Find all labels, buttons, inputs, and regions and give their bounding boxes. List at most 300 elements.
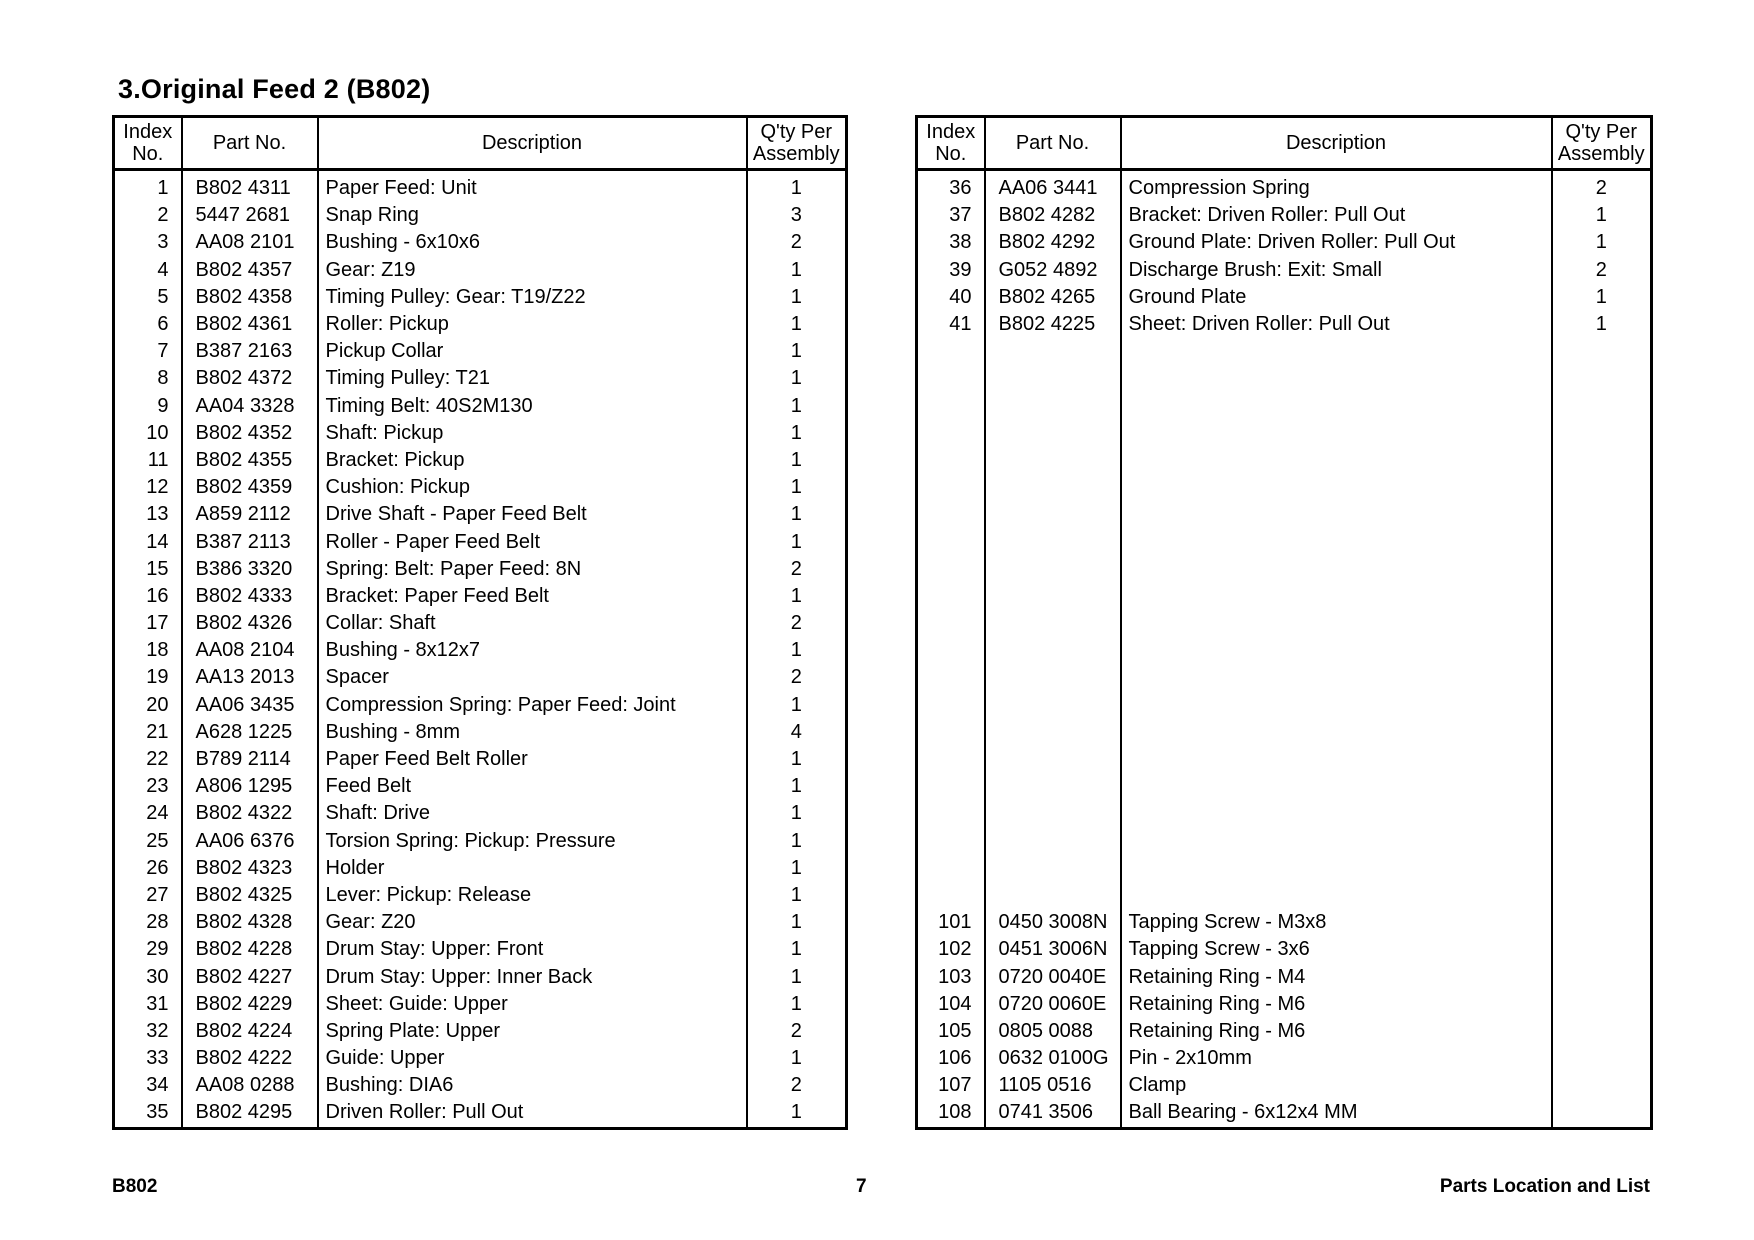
index-cell: 104 <box>917 991 985 1018</box>
description-cell: Ground Plate <box>1121 284 1552 311</box>
qty-cell: 1 <box>747 528 847 555</box>
description-cell: Retaining Ring - M6 <box>1121 1018 1552 1045</box>
table-row <box>114 338 847 365</box>
description-cell <box>1121 637 1552 664</box>
index-cell: 21 <box>114 719 182 746</box>
description-cell: Tapping Screw - M3x8 <box>1121 909 1552 936</box>
index-cell: 30 <box>114 963 182 990</box>
part-no-cell: AA08 2104 <box>182 637 318 664</box>
part-no-cell: AA08 0288 <box>182 1072 318 1099</box>
qty-cell <box>1552 882 1652 909</box>
index-cell: 105 <box>917 1018 985 1045</box>
table-row <box>917 828 1652 855</box>
description-cell: Spring Plate: Upper <box>318 1018 747 1045</box>
description-cell: Roller - Paper Feed Belt <box>318 528 747 555</box>
index-cell: 27 <box>114 882 182 909</box>
index-cell <box>917 719 985 746</box>
qty-cell: 2 <box>747 1018 847 1045</box>
table-row <box>917 393 1652 420</box>
index-cell: 3 <box>114 229 182 256</box>
description-cell: Compression Spring <box>1121 170 1552 203</box>
part-no-cell: 0805 0088 <box>985 1018 1121 1045</box>
qty-cell <box>1552 365 1652 392</box>
table-row <box>917 991 1652 1018</box>
part-no-cell: AA08 2101 <box>182 229 318 256</box>
qty-cell <box>1552 909 1652 936</box>
header-index-line1: Index <box>926 121 976 143</box>
part-no-cell <box>985 664 1121 691</box>
table-row <box>917 501 1652 528</box>
description-cell <box>1121 828 1552 855</box>
index-cell: 17 <box>114 610 182 637</box>
description-cell <box>1121 610 1552 637</box>
qty-cell <box>1552 338 1652 365</box>
table-row <box>917 664 1652 691</box>
qty-cell: 1 <box>747 311 847 338</box>
index-cell: 34 <box>114 1072 182 1099</box>
qty-cell: 2 <box>747 1072 847 1099</box>
table-row <box>114 610 847 637</box>
table-row <box>917 637 1652 664</box>
part-no-cell <box>985 556 1121 583</box>
index-cell: 6 <box>114 311 182 338</box>
part-no-cell: B802 4282 <box>985 202 1121 229</box>
part-no-cell <box>985 719 1121 746</box>
qty-cell: 1 <box>747 420 847 447</box>
index-cell: 38 <box>917 229 985 256</box>
table-row <box>114 664 847 691</box>
table-row <box>114 1099 847 1128</box>
description-cell: Lever: Pickup: Release <box>318 882 747 909</box>
table-row <box>917 1072 1652 1099</box>
qty-cell <box>1552 719 1652 746</box>
part-no-cell <box>985 583 1121 610</box>
part-no-cell: B802 4228 <box>182 936 318 963</box>
footer-page-number: 7 <box>856 1176 867 1197</box>
part-no-cell: 5447 2681 <box>182 202 318 229</box>
description-cell <box>1121 365 1552 392</box>
part-no-cell <box>985 420 1121 447</box>
part-no-cell: 0450 3008N <box>985 909 1121 936</box>
header-index <box>917 117 985 170</box>
table-row <box>917 420 1652 447</box>
table-row <box>114 637 847 664</box>
qty-cell <box>1552 1045 1652 1072</box>
page-title: 3.Original Feed 2 (B802) <box>118 74 431 104</box>
table-row <box>917 365 1652 392</box>
index-cell: 19 <box>114 664 182 691</box>
table-row <box>114 528 847 555</box>
parts-table-left-body <box>114 170 847 1129</box>
qty-cell <box>1552 828 1652 855</box>
description-cell: Bushing: DIA6 <box>318 1072 747 1099</box>
table-row <box>114 311 847 338</box>
description-cell: Shaft: Pickup <box>318 420 747 447</box>
index-cell: 106 <box>917 1045 985 1072</box>
table-row <box>917 800 1652 827</box>
qty-cell <box>1552 800 1652 827</box>
part-no-cell: A628 1225 <box>182 719 318 746</box>
part-no-cell <box>985 528 1121 555</box>
description-cell: Ball Bearing - 6x12x4 MM <box>1121 1099 1552 1128</box>
qty-cell: 1 <box>747 692 847 719</box>
index-cell: 108 <box>917 1099 985 1128</box>
description-cell: Guide: Upper <box>318 1045 747 1072</box>
qty-cell <box>1552 1018 1652 1045</box>
qty-cell: 1 <box>747 393 847 420</box>
description-cell: Gear: Z19 <box>318 257 747 284</box>
table-row <box>917 719 1652 746</box>
qty-cell: 1 <box>747 365 847 392</box>
index-cell <box>917 528 985 555</box>
header-qty-line1: Q'ty Per <box>760 121 833 143</box>
table-row <box>114 1018 847 1045</box>
part-no-cell: B802 4224 <box>182 1018 318 1045</box>
table-row <box>114 447 847 474</box>
table-row <box>114 882 847 909</box>
table-row <box>917 170 1652 203</box>
table-row <box>917 909 1652 936</box>
index-cell <box>917 637 985 664</box>
qty-cell: 1 <box>747 284 847 311</box>
table-row <box>114 692 847 719</box>
index-cell: 7 <box>114 338 182 365</box>
index-cell <box>917 664 985 691</box>
table-row <box>917 257 1652 284</box>
part-no-cell <box>985 501 1121 528</box>
index-cell: 32 <box>114 1018 182 1045</box>
index-cell: 1 <box>114 170 182 203</box>
description-cell: Spacer <box>318 664 747 691</box>
part-no-cell <box>985 828 1121 855</box>
qty-cell: 1 <box>747 746 847 773</box>
part-no-cell: G052 4892 <box>985 257 1121 284</box>
table-row <box>114 474 847 501</box>
qty-cell: 1 <box>747 773 847 800</box>
description-cell: Tapping Screw - 3x6 <box>1121 936 1552 963</box>
index-cell: 37 <box>917 202 985 229</box>
qty-cell: 2 <box>747 610 847 637</box>
qty-cell <box>1552 474 1652 501</box>
qty-cell: 2 <box>747 229 847 256</box>
index-cell <box>917 610 985 637</box>
table-row <box>114 202 847 229</box>
part-no-cell: B802 4229 <box>182 991 318 1018</box>
header-qty <box>747 117 847 170</box>
table-row <box>917 882 1652 909</box>
index-cell <box>917 855 985 882</box>
index-cell <box>917 692 985 719</box>
table-row <box>114 800 847 827</box>
description-cell: Cushion: Pickup <box>318 474 747 501</box>
description-cell: Sheet: Guide: Upper <box>318 991 747 1018</box>
footer-section: Parts Location and List <box>1439 1176 1650 1197</box>
qty-cell <box>1552 447 1652 474</box>
qty-cell: 1 <box>1552 202 1652 229</box>
qty-cell <box>1552 393 1652 420</box>
description-cell: Snap Ring <box>318 202 747 229</box>
description-cell: Compression Spring: Paper Feed: Joint <box>318 692 747 719</box>
qty-cell: 2 <box>1552 257 1652 284</box>
part-no-cell: 0720 0040E <box>985 963 1121 990</box>
part-no-cell: AA06 3435 <box>182 692 318 719</box>
qty-cell <box>1552 963 1652 990</box>
qty-cell: 2 <box>747 664 847 691</box>
part-no-cell: AA06 6376 <box>182 828 318 855</box>
qty-cell: 1 <box>747 1045 847 1072</box>
description-cell: Drum Stay: Upper: Inner Back <box>318 963 747 990</box>
description-cell: Roller: Pickup <box>318 311 747 338</box>
index-cell <box>917 338 985 365</box>
table-row <box>114 583 847 610</box>
description-cell: Gear: Z20 <box>318 909 747 936</box>
description-cell: Timing Pulley: Gear: T19/Z22 <box>318 284 747 311</box>
index-cell: 22 <box>114 746 182 773</box>
part-no-cell: AA04 3328 <box>182 393 318 420</box>
index-cell <box>917 393 985 420</box>
description-cell: Ground Plate: Driven Roller: Pull Out <box>1121 229 1552 256</box>
qty-cell: 1 <box>1552 229 1652 256</box>
index-cell: 15 <box>114 556 182 583</box>
index-cell: 36 <box>917 170 985 203</box>
table-row <box>114 746 847 773</box>
table-row <box>917 855 1652 882</box>
qty-cell: 1 <box>747 909 847 936</box>
table-row <box>114 855 847 882</box>
part-no-cell: B802 4372 <box>182 365 318 392</box>
part-no-cell: B802 4225 <box>985 311 1121 338</box>
index-cell: 41 <box>917 311 985 338</box>
qty-cell <box>1552 637 1652 664</box>
index-cell <box>917 746 985 773</box>
part-no-cell: B387 2113 <box>182 528 318 555</box>
parts-table-left <box>112 115 848 1130</box>
index-cell: 35 <box>114 1099 182 1128</box>
qty-cell: 1 <box>747 1099 847 1128</box>
index-cell: 102 <box>917 936 985 963</box>
index-cell: 2 <box>114 202 182 229</box>
table-row <box>917 610 1652 637</box>
index-cell: 29 <box>114 936 182 963</box>
index-cell <box>917 501 985 528</box>
table-row <box>917 692 1652 719</box>
index-cell: 33 <box>114 1045 182 1072</box>
part-no-cell <box>985 773 1121 800</box>
table-row <box>917 1018 1652 1045</box>
part-no-cell <box>985 447 1121 474</box>
index-cell: 5 <box>114 284 182 311</box>
header-index-line2: No. <box>132 143 164 165</box>
part-no-cell: B802 4333 <box>182 583 318 610</box>
part-no-cell <box>985 365 1121 392</box>
description-cell: Timing Belt: 40S2M130 <box>318 393 747 420</box>
qty-cell: 1 <box>1552 284 1652 311</box>
table-row <box>917 583 1652 610</box>
table-row <box>114 170 847 203</box>
table-row <box>114 1045 847 1072</box>
table-row <box>917 1045 1652 1072</box>
table-row <box>114 420 847 447</box>
qty-cell <box>1552 664 1652 691</box>
qty-cell <box>1552 420 1652 447</box>
index-cell: 20 <box>114 692 182 719</box>
index-cell <box>917 800 985 827</box>
description-cell: Bushing - 6x10x6 <box>318 229 747 256</box>
description-cell <box>1121 855 1552 882</box>
index-cell <box>917 882 985 909</box>
table-row <box>917 746 1652 773</box>
description-cell: Holder <box>318 855 747 882</box>
index-cell: 26 <box>114 855 182 882</box>
qty-cell <box>1552 583 1652 610</box>
table-row <box>917 773 1652 800</box>
part-no-cell: 0741 3506 <box>985 1099 1121 1128</box>
description-cell: Paper Feed: Unit <box>318 170 747 203</box>
header-description: Description <box>1121 117 1552 170</box>
part-no-cell: 1105 0516 <box>985 1072 1121 1099</box>
qty-cell: 1 <box>747 583 847 610</box>
qty-cell: 1 <box>747 170 847 203</box>
index-cell: 31 <box>114 991 182 1018</box>
index-cell: 101 <box>917 909 985 936</box>
part-no-cell: A859 2112 <box>182 501 318 528</box>
part-no-cell: B802 4358 <box>182 284 318 311</box>
index-cell: 23 <box>114 773 182 800</box>
table-row <box>114 909 847 936</box>
description-cell: Timing Pulley: T21 <box>318 365 747 392</box>
qty-cell: 1 <box>747 501 847 528</box>
index-cell: 18 <box>114 637 182 664</box>
index-cell: 9 <box>114 393 182 420</box>
qty-cell: 1 <box>747 338 847 365</box>
index-cell: 25 <box>114 828 182 855</box>
qty-cell <box>1552 746 1652 773</box>
table-row <box>917 556 1652 583</box>
table-row <box>917 202 1652 229</box>
table-row <box>114 365 847 392</box>
table-row <box>114 393 847 420</box>
description-cell: Collar: Shaft <box>318 610 747 637</box>
index-cell <box>917 556 985 583</box>
index-cell: 39 <box>917 257 985 284</box>
table-row <box>917 1099 1652 1128</box>
part-no-cell: B802 4359 <box>182 474 318 501</box>
description-cell: Paper Feed Belt Roller <box>318 746 747 773</box>
description-cell <box>1121 447 1552 474</box>
table-row <box>917 447 1652 474</box>
index-cell <box>917 828 985 855</box>
index-cell <box>917 474 985 501</box>
table-row <box>114 556 847 583</box>
qty-cell <box>1552 1072 1652 1099</box>
part-no-cell <box>985 393 1121 420</box>
table-row <box>114 1072 847 1099</box>
part-no-cell <box>985 800 1121 827</box>
part-no-cell: B802 4323 <box>182 855 318 882</box>
qty-cell: 3 <box>747 202 847 229</box>
description-cell: Bracket: Pickup <box>318 447 747 474</box>
part-no-cell: B802 4357 <box>182 257 318 284</box>
table-row <box>114 991 847 1018</box>
description-cell: Drum Stay: Upper: Front <box>318 936 747 963</box>
description-cell <box>1121 528 1552 555</box>
table-row <box>917 474 1652 501</box>
footer-model: B802 <box>112 1176 158 1197</box>
qty-cell: 1 <box>747 800 847 827</box>
qty-cell <box>1552 773 1652 800</box>
index-cell: 11 <box>114 447 182 474</box>
description-cell <box>1121 882 1552 909</box>
part-no-cell: 0720 0060E <box>985 991 1121 1018</box>
description-cell: Pin - 2x10mm <box>1121 1045 1552 1072</box>
qty-cell: 1 <box>747 828 847 855</box>
table-row <box>114 257 847 284</box>
part-no-cell: 0451 3006N <box>985 936 1121 963</box>
part-no-cell <box>985 746 1121 773</box>
header-index-line2: No. <box>935 143 967 165</box>
part-no-cell <box>985 610 1121 637</box>
part-no-cell: B802 4322 <box>182 800 318 827</box>
index-cell: 14 <box>114 528 182 555</box>
description-cell: Bracket: Driven Roller: Pull Out <box>1121 202 1552 229</box>
description-cell: Bracket: Paper Feed Belt <box>318 583 747 610</box>
description-cell: Drive Shaft - Paper Feed Belt <box>318 501 747 528</box>
qty-cell <box>1552 528 1652 555</box>
header-description: Description <box>318 117 747 170</box>
table-row <box>114 828 847 855</box>
table-row <box>917 284 1652 311</box>
description-cell: Retaining Ring - M4 <box>1121 963 1552 990</box>
header-qty-line1: Q'ty Per <box>1565 121 1638 143</box>
table-row <box>917 528 1652 555</box>
index-cell: 28 <box>114 909 182 936</box>
description-cell: Shaft: Drive <box>318 800 747 827</box>
index-cell: 107 <box>917 1072 985 1099</box>
qty-cell <box>1552 556 1652 583</box>
part-no-cell: AA06 3441 <box>985 170 1121 203</box>
part-no-cell: B802 4361 <box>182 311 318 338</box>
part-no-cell: A806 1295 <box>182 773 318 800</box>
index-cell: 8 <box>114 365 182 392</box>
index-cell: 12 <box>114 474 182 501</box>
description-cell <box>1121 474 1552 501</box>
description-cell: Feed Belt <box>318 773 747 800</box>
part-no-cell: B802 4355 <box>182 447 318 474</box>
part-no-cell: AA13 2013 <box>182 664 318 691</box>
part-no-cell: B802 4265 <box>985 284 1121 311</box>
description-cell <box>1121 800 1552 827</box>
qty-cell <box>1552 501 1652 528</box>
header-index-line1: Index <box>123 121 173 143</box>
index-cell <box>917 773 985 800</box>
description-cell: Retaining Ring - M6 <box>1121 991 1552 1018</box>
table-row <box>114 719 847 746</box>
parts-table-right <box>915 115 1653 1130</box>
index-cell <box>917 583 985 610</box>
description-cell: Torsion Spring: Pickup: Pressure <box>318 828 747 855</box>
header-part-no: Part No. <box>985 117 1121 170</box>
description-cell: Bushing - 8x12x7 <box>318 637 747 664</box>
description-cell <box>1121 746 1552 773</box>
qty-cell: 1 <box>747 257 847 284</box>
index-cell <box>917 420 985 447</box>
qty-cell: 1 <box>1552 311 1652 338</box>
qty-cell <box>1552 855 1652 882</box>
parts-table-right-body <box>917 170 1652 1129</box>
qty-cell <box>1552 610 1652 637</box>
index-cell: 16 <box>114 583 182 610</box>
table-header-row <box>917 117 1652 170</box>
